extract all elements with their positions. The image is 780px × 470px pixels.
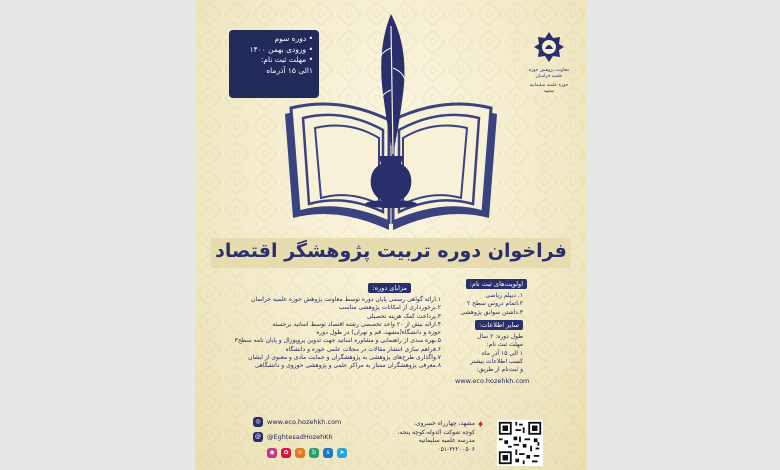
address-line: مشهد، چهارراه خسروی، (413, 420, 475, 427)
address-block (398, 420, 475, 454)
list-item: ۲.اتمام دروس سطح ۲ (466, 300, 523, 308)
logo-caption-2: حوزه علمیه سلیمانیه مشهد (529, 83, 569, 94)
telegram-icon[interactable]: ➤ (337, 448, 347, 458)
priorities-list (460, 292, 523, 317)
aparat-icon[interactable]: ✿ (281, 448, 291, 458)
list-item: ۳.پرداخت کمک هزینه تحصیلی (366, 312, 441, 320)
list-item: ۱.ارائه گواهی رسمی پایان دوره توسط معاونت پژوهش حوزه علمیه خراسان (251, 296, 441, 303)
list-item: ۸.معرفی پژوهشگران ممتاز به مراکز علمی و پژوهشی حوزوی و دانشگاهی (254, 362, 441, 370)
list-item: و ثبت‌نام از طریق: (476, 366, 523, 374)
list-item: ۱. دیپلم ریاضی (485, 292, 523, 299)
course-term: • دوره سوم (274, 34, 313, 43)
list-item: ۱ الی ۱۵ آذر ماه (481, 349, 523, 357)
course-intake: • ورودی بهمن ۱۴۰۰ (249, 44, 313, 54)
poster (195, 0, 587, 470)
logo-caption-1: معاونت پژوهش حوزه علمیه خراسان (528, 68, 570, 79)
list-item: کسب اطلاعات بیشتر (470, 357, 523, 365)
qr-code[interactable] (497, 420, 543, 466)
list-item: مهلت ثبت نام: (486, 341, 523, 349)
title-banner (211, 238, 571, 268)
location-pin-icon: ♦ (477, 420, 485, 429)
footer-handle[interactable]: @EghtesadHozehKh (267, 433, 333, 441)
bale-icon[interactable]: b (309, 448, 319, 458)
footer-website-link[interactable]: www.eco.hozehkh.com (267, 418, 342, 426)
phone-number: ۰۵۱-۳۲۲۰۰۵۰۶ (437, 445, 475, 453)
benefits-list (235, 296, 441, 371)
seminary-logo (525, 30, 573, 110)
at-icon: @ (255, 433, 261, 440)
list-item: ۷.واگذاری طرح‌های پژوهشی به پژوهشگران و حمایت مادی و معنوی از ایشان (248, 354, 441, 362)
page-title: فراخوان دوره تربیت پژوهشگر اقتصاد (215, 240, 567, 262)
list-item: ۵.بهره مندی از راهنمایی و مشاوره اساتید جهت تدوین پروپوزال و پایان نامه سطح۳ (234, 337, 441, 345)
registration-website-link[interactable]: www.eco.hozehkh.com (455, 377, 530, 385)
priorities-label: اولویت‌های ثبت نام: (466, 279, 527, 289)
soroush-icon[interactable]: s (323, 448, 333, 458)
list-item: طول دوره: ۲ سال (476, 333, 523, 340)
registration-deadline-label: • مهلت ثبت نام: (260, 55, 313, 64)
list-item: ۶.فراهم سازی انتشار مقالات در مجلات علمی حوزه و دانشگاه (285, 345, 441, 353)
book-quill-illustration (275, 8, 507, 233)
globe-icon: ◎ (253, 417, 263, 427)
instagram-icon[interactable]: ◉ (267, 448, 277, 458)
list-item: ۴.ارائه بیش از ۲۰ واحد تخصصی رشته اقتصاد توسط اساتید برجسته (272, 320, 441, 328)
list-item: ۳.داشتن سوابق پژوهشی (460, 308, 523, 316)
eitaa-icon[interactable]: e (295, 448, 305, 458)
list-item: ۲.برخورداری از امکانات پژوهشی مناسب (338, 304, 441, 312)
benefits-label: مزایای دوره: (368, 283, 411, 293)
registration-deadline-value: ۱الی ۱۵ آذرماه (266, 65, 313, 75)
list-item: حوزه و دانشگاه(مشهد، قم و تهران) در طول دوره (316, 329, 441, 337)
other-info-list (470, 333, 523, 374)
address-line: کوچه شوکت الدوله،کوچه پنجه، (397, 428, 475, 436)
other-info-label: سایر اطلاعات: (475, 320, 523, 330)
address-line: مدرسه علمیه سلیمانیه (418, 437, 475, 444)
seminary-emblem-icon (532, 30, 566, 64)
